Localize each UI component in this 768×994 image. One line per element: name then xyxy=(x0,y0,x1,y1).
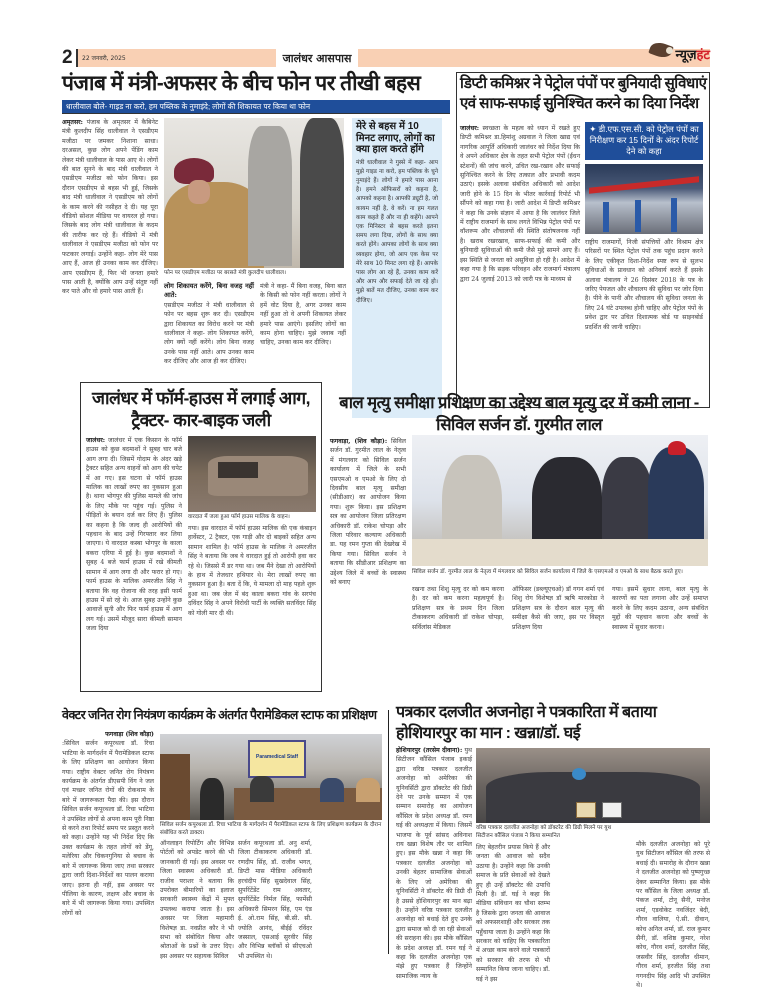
article-minister-photo-caption: फोन पर एसडीएम मजीठा पर बरसते मंत्री कुलदीप धालीवाल। xyxy=(164,270,287,276)
article-vector-photo-caption: सिविल सर्जन कपूरथला डॉ. रिचा भाटिया के मार्गदर्शन में पैरामेडिकल स्टाफ के लिए प्रशिक्षण कार्यक्रम के दौरान संबोधित करते डाक्टर। xyxy=(160,822,382,836)
article-journalist-body-colB: मौके दलजीत अजनोहा को पूरे युथ सिटीजन कौंसिल की तरफ से बधाई दी। समारोह के दौरान खन्ना ने दलजीत अजनोहा को पुष्पगुच्छ देकर सम्मानित किया। इस मौके पर कौंसिल के जिला अध्यक्ष डॉ. पंकज शर्मा, टोनू सैनी, मनोज शर्मा, एडवोकेट नवजिंदर बेदी, गौरव वालिया, ऐ.सी. दीवान, कोच अनिल शर्मा, डॉ. राज कुमार सैनी, डॉ. वशिष्ठ कुमार, नरेश कोच, गौरव शर्मा, दलजीत सिंह, जसवीर सिंह, दलजीत धीमान, गौरव शर्मा, हरजीत सिंह तथा गगनदीप सिंह आदि भी उपस्थित थे। xyxy=(636,841,710,990)
article-petrol-photo xyxy=(585,164,703,234)
dateline: फगवाड़ा, (शिव कौड़ा): xyxy=(330,438,388,445)
issue-date: 22 जनवरी, 2025 xyxy=(82,55,126,62)
article-fire-headline: जालंधर में फॉर्म-हाउस में लगाई आग, ट्रैक्टर- कार-बाइक जली xyxy=(91,388,311,430)
article-vector-headline: वेक्टर जनित रोग नियंत्रण कार्यक्रम के अंतर्गत पैरामेडिकल स्टाफ का प्रशिक्षण xyxy=(62,708,377,722)
article-vector-body-col3: सर्जन कपूरथला डॉ. अनु शर्मा, जिला टीकाकरण अधिकारी डॉ. रणदीप सिंह, डॉ. राजीव भगत, डिप्टी मास मीडिया अधिकारी हरचंदीप सिंह सुखदेवाल सिंह, सुपरिंटेंडेंट राम अवतार, सुपरिंटेंडेंट निर्मल सिंह, फार्मेसी अधिकारी सिमरन सिंह, एम एंड ई. ओ.राम सिंह, बी.सी. सी. ज्योति आनंद, बीईई रविंदर जस्साल, एसआई सुरवीर सिंह और विभिन्न ब्लॉकों से सीएचओ भी उपस्थित थे। xyxy=(238,840,312,960)
article-minister-strapline: धालीवाल बोले- गाइड ना करो, हम पब्लिक के नुमाइंदे; लोगों की शिकायत पर किया था फोन xyxy=(62,100,450,114)
article-minister-subhead: लोग शिकायत करेंगे, बिना वजह नहीं आते: xyxy=(164,282,254,300)
page-number: 2 xyxy=(62,47,73,68)
column-divider xyxy=(388,710,389,954)
article-journalist-body-col1: होशियारपुर (तरसेम दीवाना): युथ सिटीजन कौंसिल पंजाब इकाई द्वारा वरिष्ठ पत्रकार दलजीत अजनोहा को अमेरिका की यूनिवर्सिटी द्वारा डॉक्टरेट की डिग्री देने पर उनके सम्मान में एक सम्मान समारोह का आयोजन कौंसिल के प्रदेश अध्यक्ष डॉ. रमन घई की अध्यक्षता में किया। जिसमें भाजपा के पूर्व सांसद अविनाश राय खन्ना विशेष तौर पर शामिल हुए। इस मौके खन्ना ने कहा कि पत्रकार दलजीत अजनोहा को उनकी बेहतर सामाजिक सेवाओं के लिए जो अमेरिका की यूनिवर्सिटी ने डॉक्टरेट की डिग्री दी है उससे होशियारपुर का मान बढ़ा है। उन्होंने वरिष्ठ पत्रकार दलजीत अजनोहा को बधाई देते हुए उनके द्वारा समाज को दी जा रही सेवाओं की सराहना की। इस मौके कौंसिल के प्रदेश अध्यक्ष डॉ. रमन घई ने कहा कि दलजीत अजनोहा एक मंझे हुए पत्रकार हैं जिन्होंने सामाजिक न्याय के xyxy=(396,747,472,980)
dateline: जालंधर: xyxy=(86,437,106,444)
article-fire-photo xyxy=(188,436,316,512)
article-fire-body-col1: जालंधर: जालंधर में एक किसान के फॉर्म हाउस को कुछ बदमाशों ने सुबह चार बजे आग लगा दी। जिसमें गोदाम के अंदर खड़े ट्रैक्टर सहित अन्य वाहनों को आग की चपेट में आ गए। इस घटना से फॉर्म हाउस मालिक का लाखों रुपए का नुकसान हुआ है। थाना भोगपुर की पुलिस मामले की जांच के लिए मौके पर पहुंच गई। पुलिस ने पीड़ितों के बयान दर्ज कर लिए हैं। पुलिस का कहना है कि जल्द ही आरोपियों की पहचान के बाद उन्हें गिरफ्तार कर लिया जाएगा। ये वारदात कस्बा भोगपुर के काला बकरा एरिया में हुई है। कुछ बदमाशों ने सुबह 4 बजे फार्म हाउस में रखे कीमती सामान में आग लगा दी और फरार हो गए। फार्म हाउस के मालिक अमरजीत सिंह ने बताया कि वह रोजाना की तरह इसी फार्म हाउस में सो रहे थे। आज सुबह उन्होंने कुछ आवाजें सुनी और फिर फार्म हाउस में आग लग गई। उसमें मौजूद सारा कीमती सामान जला दिया xyxy=(86,437,182,633)
dateline: अमृतसर: xyxy=(62,119,83,126)
article-journalist-photo xyxy=(476,748,710,823)
article-vector-photo xyxy=(160,734,382,820)
article-journalist-headline: पत्रकार दलजीत अजनोहा ने पत्रकारिता में बताया होशियारपुर का मान : खन्ना/डॉ. घई xyxy=(396,704,657,742)
dateline: होशियारपुर (तरसेम दीवाना): xyxy=(396,747,463,754)
sidebar-title: मेरे से बहस में 10 मिनट लगाए, लोगों का क्या हाल करते होंगे xyxy=(356,121,435,155)
article-minister-photo xyxy=(164,118,344,268)
sidebar-text: मंत्री धालीवाल ने गुस्से में कहा- आप मुझे गाइड ना करो, हम पब्लिक के चुने नुमाइंदे हैं। लोगों ने हमारे पास आना है। हमने ऑफिसरों को कहना है, आपको कहना है। आपकी ड्यूटी है, जो कायम नहीं है, वे करें। ना हम गलत काम कहते हैं और ना ही कहेंगे। आपने एक मिनिस्टर से बहस करते इतना समय लगा दिया, लोगों के साथ क्या करते होंगे। आपका लोगों के साथ क्या व्यवहार होगा, जो आप एक केस पर मेरे साथ 10 मिनट लगा रहे हैं। आपके पास लोग आ रहे हैं, उनका काम करें और आप और सफाई देते जा रहे हो। मुझे बातें मत दीजिए, उनका काम कर दीजिए। xyxy=(356,159,438,304)
article-petrol-callout: ✦ डी.एफ.एस.सी. को पेट्रोल पंपों का निरीक्षण कर 15 दिनों के अंदर रिपोर्ट देने को कहा xyxy=(585,122,703,160)
article-journalist-photo-caption: वरिष्ठ पत्रकार दलजीत अजनोहा को डॉक्टरेट की डिग्री मिलने पर युथ सिटीजन कौंसिल पंजाब ने किया सम्मानित xyxy=(476,825,612,839)
article-petrol-headline: डिप्टी कमिश्नर ने पेट्रोल पंपों पर बुनियादी सुविधाएं एवं साफ-सफाई सुनिश्चित करने का दिया निर्देश xyxy=(460,75,707,112)
article-minister-headline: पंजाब में मंत्री-अफसर के बीच फोन पर तीखी बहस xyxy=(62,72,421,95)
masthead xyxy=(62,48,710,68)
article-fire-body-col2: गया। इस वारदात में फॉर्म हाउस मालिक की एक कंबाइन हार्वेस्टर, 2 ट्रैक्टर, एक गाड़ी और दो बाइकों सहित अन्य सामान शामिल है। फॉर्म हाउस के मालिक ने अमरजीत सिंह ने बताया कि जब ये वारदात हुई तो आरोपी हवा कर रहे थे। जिससे मैं डर गया था। जब मैंने देखा तो आरोपियों के हाथ में तेजधार हथियार थे। मेरा लाखों रुपए का नुकसान हुआ है। बता दें कि, ये मामला दो माह पहले शुरू हुआ था। जब जेल में बंद काला बकरा गांव के सरपंच दविंदर सिंह ने अपने विरोधी पार्टी के व्यक्ति सतविंदर सिंह को गोली मार दी थी। xyxy=(188,525,316,617)
article-minister-body-col3: मंत्री ने कहा- मैं बिना वजह, बिना बात के किसी को फोन नहीं करता। लोगों ने हमें वोट दिया है, अगर उनका काम नहीं हुआ तो वे अपनी शिकायत लेकर हमारे पास आएंगे। इसलिए लोगों का काम होना चाहिए। मुझे जवाब नहीं चाहिए, उनका काम कर दीजिए। xyxy=(260,283,346,347)
article-child-mortality-body-colB: ऑफिसर (डब्ल्यूएचओ) डॉ गगन शर्मा एवं शिशु रोग विशेषज्ञ डॉ ऋषि मारकोडा ने प्रशिक्षण सत्र के दौरान बाल मृत्यु की समीक्षा कैसे की जाए, इस पर विस्तृत प्रशिक्षण दिया xyxy=(512,586,604,631)
newspaper-page xyxy=(62,40,710,990)
article-child-mortality-photo xyxy=(412,435,708,566)
article-journalist-body-colA: लिए बेहतरीन प्रयास किये हैं और जनता की आवाज को सदैव उठाया है। उन्होंने कहा कि उनकी समाज के प्रति सेवाओं को देखते हुए ही उन्हें डॉक्टरेट की उपाधि मिली है। डॉ. घई ने कहा कि मीडिया संविधान का चौथा स्तम्भ है जिसके द्वारा जनता की आवाज को अफसरशाही और सरकार तक पहुँचाया जाता है। उन्होंने कहा कि सरकार को चाहिए कि पत्रकारिता में अच्छा काम करने वाले पत्रकारों को सरकार की तरफ से भी सम्मानित किया जाना चाहिए। डॉ. घई ने इस xyxy=(476,844,550,983)
training-banner: Paramedical Staff xyxy=(248,740,306,778)
dateline: फगवाड़ा (शिव कौड़ा) xyxy=(105,731,154,738)
article-vector-body-col1: फगवाड़ा (शिव कौड़ा) :सिविल सर्जन कपूरथला डॉ. रिचा भाटिया के मार्गदर्शन में पैरामेडिकल स्टाफ के लिए प्रशिक्षण का आयोजन किया गया। राष्ट्रीय वेक्टर जनित रोग नियंत्रण कार्यक्रम के अंतर्गत डीएसपी विंग ने जल एवं मच्छर जनित रोगों की रोकथाम के बारे में जागरूकता पैदा की। इस दौरान सिविल सर्जन कपूरथला डॉ. रिचा भाटिया ने उपस्थित लोगों से अपना काम पूरी निष्ठा से करने तथा रिपोर्ट समय पर प्रस्तुत करने को कहा। उन्होंने यह भी निर्देश दिए कि उक्त कार्यक्रम के तहत लोगों को डेंगू, मलेरिया और चिकनगुनिया से बचाव के बारे में जागरूक किया जाए तथा सरकार द्वारा जारी दिशा-निर्देशों का पालन कराया जाए। इतना ही नहीं, इस अवसर पर पीलिया के कारण, लक्षण और बचाव के बारे में भी जागरूक किया गया। उपस्थित लोगों को xyxy=(62,731,154,917)
article-minister-sidebar xyxy=(352,118,442,418)
newspaper-logo xyxy=(648,41,711,63)
article-child-mortality-body-col1: फगवाड़ा, (शिव कौड़ा): सिविल सर्जन डॉ. गुरमीत लाल के नेतृत्व में मंगलवार को सिविल सर्जन कार्यालय में जिले के सभी एसएमओ व एमओ के लिए दो दिवसीय बाल मृत्यु समीक्षा (सीडीआर) का आयोजन किया गया। शुरू किया। इस प्रशिक्षण सत्र का आयोजन जिला प्रतिरक्षण अधिकारी डॉ. राकेश चोपड़ा और जिला परिवार कल्याण अधिकारी डा. यह रमन गुप्ता की देखरेख में किया गया। सिविल सर्जन ने बताया कि सीडीआर प्रशिक्षण का उद्देश्य जिले में बच्चों के स्वास्थ्य को बनाए xyxy=(330,438,406,587)
article-child-mortality-body-colA: रखना तथा शिशु मृत्यु दर को कम करना है। दर को कम करना महत्वपूर्ण है। प्रशिक्षण सत्र के प्रथम दिन जिला टीकाकरण अधिकारी डॉ राकेश चोपड़ा, सर्विलांस मेडिकल xyxy=(412,586,504,631)
article-petrol-body-col1: जालंधर: स्वच्छता के महत्व को ध्यान में रखते हुए डिप्टी कमिश्नर डा.हिमांशु अग्रवाल ने जिला खाद्य एवं नागरिक आपूर्ति अधिकारी जालंधर को निर्देश दिया कि वे अपने अधिकार क्षेत्र के तहत सभी पेट्रोल पंपों (ईंधन स्टेशनों) की जांच करने, उचित रख-रखाव और सफाई सुनिश्चित करने के लिए तत्काल और प्रभावी कदम उठाएं। इसके अलावा संबंधित अधिकारी को आदेश जारी होने के 15 दिन के भीतर कार्रवाई रिपोर्ट भी सौंपने को कहा गया है। जारी आदेश में डिप्टी कमिश्नर ने कहा कि उनके संज्ञान में आया है कि जालंधर जिले में राष्ट्रीय राजमार्ग के साथ लगते विभिन्न पेट्रोल पंपों पर वॉशरूम और शौचालयों की स्थिति संतोषजनक नहीं है। खराब रखरखाव, साफ-सफाई की कमी और बुनियादी सुविधाओं की कमी जैसे मुद्दे सामने आए हैं। इस स्थिति से जनता को असुविधा हो रही है। आदेश में कहा गया है कि सड़क परिवहन और राजमार्ग मंत्रालय द्वारा 24 जुलाई 2013 को जारी पत्र के माध्यम से xyxy=(460,125,580,283)
masthead-band-right xyxy=(358,49,710,67)
section-title: जालंधर आसपास xyxy=(282,51,352,65)
logo-text-news: न्यूज़ xyxy=(675,47,697,62)
article-petrol-body-col2: राष्ट्रीय राजमार्गों, निजी संपत्तियों और विश्राम क्षेत्र परिसरों पर स्थित पेट्रोल पंपों तक पहुंच प्रदान करने के लिए एकीकृत दिशा-निर्देश स्पष्ट रूप से सुलभ सुविधाओं के प्रावधान को अनिवार्य करते हैं इसके अलावा मंत्रालय ने 26 दिसंबर 2018 के पत्र के जरिए पेयजल और शौचालय की सुविधा पर जोर दिया है। पीने के पानी और शौचालय की सुविधा जनता के लिए 24 घंटे उपलब्ध होनी चाहिए और पेट्रोल पंपों के प्रवेश द्वार पर उचित दिशात्मक बोर्ड या साइनबोर्ड प्रदर्शित की जानी चाहिए। xyxy=(585,239,703,331)
dateline: जालंधर: xyxy=(460,125,480,132)
logo-text-hunt: हंट xyxy=(696,47,710,62)
masthead-band-left xyxy=(76,49,276,67)
article-child-mortality-body-colC: गया। इसमें सुधार लाना, बाल मृत्यु के कारणों का पता लगाना और उन्हें समाप्त करने के लिए कदम उठाना, अन्य संबंधित मुद्दों की पहचान करना और बच्चों के स्वास्थ्य में सुधार करना। xyxy=(612,586,708,631)
article-child-mortality-photo-caption: सिविल सर्जन डॉ. गुरमीत लाल के नेतृत्व में मंगलवार को सिविल सर्जन कार्यालय में जिले के एसएमओ व एमओ के साथ बैठक करते हुए। xyxy=(412,569,683,575)
eagle-logo-icon xyxy=(648,41,676,63)
article-fire-photo-caption: वारदात में जला हुआ फॉर्म हाउस मालिक के वाहन। xyxy=(188,514,290,520)
article-child-mortality-headline: बाल मृत्यु समीक्षा प्रशिक्षण का उद्देश्य बाल मृत्यु दर में कमी लाना - सिविल सर्जन डॉ. गुरमीत लाल xyxy=(339,394,699,434)
article-minister-body-col1: अमृतसर: पंजाब के अमृतसर में कैबिनेट मंत्री कुलदीप सिंह धालीवाल ने एसडीएम मजीठा पर जमकर निशाना साधा। दरअसल, कुछ लोग अपने पेंडिंग काम लेकर मंत्री धालीवाल के पास आए थे। लोगों की बात सुनने के बाद मंत्री धालीवाल ने एसडीएम मजीठा को फोन किया। इस दौरान एसडीएम से बहस भी हुई, जिसके बाद मंत्री धालीवाल ने एसडीएम को लोगों के काम करने की नसीहत दे दी। यह पूरा वीडियो सोशल मीडिया पर वायरल हो गया। जिसके बाद लोग मंत्री धालीवाल के कदम की तारीफ कर रहे हैं। वीडियो में मंत्री धालीवाल ने एसडीएम मजीठा को फोन पर फटकार लगाई। उन्होंने कहा- लोग मेरे पास आए हैं, आज ही उनका काम कर दीजिए। आप एसडीएम हैं, फिर भी जनता हमारे पास आती है, क्योंकि आप उन्हें संतुष्ट नहीं कर पाते और वो हमारे पास आती हैं। xyxy=(62,119,159,296)
article-minister-body-col2: लोग शिकायत करेंगे, बिना वजह नहीं आते: एसडीएम मजीठा ने मंत्री धालीवाल से फोन पर बहस शुरू कर दी। एसडीएम द्वारा शिकायत का विरोध करने पर मंत्री धालीवाल ने कहा- लोग शिकायत करेंगे, लोग क्यों नहीं करेंगे। लोग बिना वजह उनके पास नहीं आते। आप उनका काम कर दीजिए और आज ही कर दीजिए। xyxy=(164,282,254,366)
article-vector-body-col2: ऑनलाइन रिपोर्टिंग और विभिन्न पोर्टलों को अपडेट करने की भी जानकारी दी गई। इस अवसर पर जिला स्वास्थ्य अधिकारी डॉ. राजीव पराशर ने बताया कि उपरोक्त बीमारियों का इलाज सरकारी स्वास्थ्य केंद्रों में मुफ्त उपलब्ध कराया जाता है। इस अवसर पर जिला महामारी विशेषज्ञ डा. नवप्रीत कौर ने भी सभा को संबोधित किया और श्रोताओं के प्रश्नों के उत्तर दिए। इस अवसर पर सहायक सिविल xyxy=(160,840,234,960)
